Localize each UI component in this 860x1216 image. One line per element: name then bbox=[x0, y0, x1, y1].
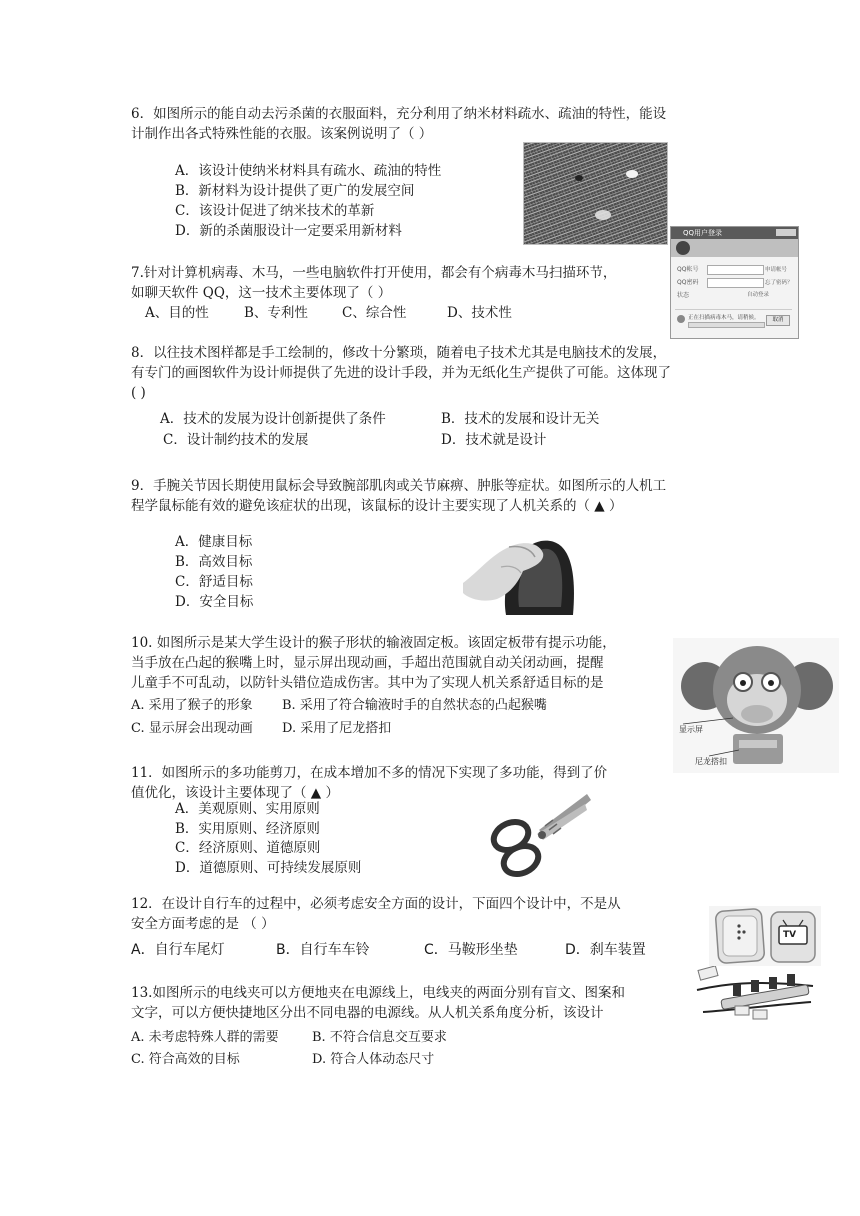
question-12 bbox=[131, 894, 621, 934]
qq-scan-progress bbox=[688, 322, 765, 328]
qq-password-label: QQ密码 bbox=[677, 279, 699, 286]
qq-penguin-icon bbox=[676, 241, 690, 255]
question-9-line-2: 程学鼠标能有效的避免该症状的出现，该鼠标的设计主要实现了人机关系的（ ▲ ） bbox=[131, 498, 623, 514]
question-6-line-1: 6．如图所示的能自动去污杀菌的衣服面料，充分利用了纳米材料疏水、疏油的特性，能设 bbox=[131, 106, 667, 122]
label-display-screen: 显示屏 bbox=[679, 725, 703, 734]
qq-autologin: 自动登录 bbox=[747, 292, 770, 298]
question-9-option-b: B．高效目标 bbox=[175, 554, 253, 570]
qq-account-label: QQ帐号 bbox=[677, 266, 699, 273]
question-12-option-c: C．马鞍形坐垫 bbox=[424, 942, 518, 958]
question-10-line-2: 当手放在凸起的猴嘴上时，显示屏出现动画，手超出范围就自动关闭动画，提醒 bbox=[131, 655, 604, 671]
question-11-line-2: 值优化，该设计主要体现了（ ▲ ） bbox=[131, 785, 339, 801]
question-8-option-b: B．技术的发展和设计无关 bbox=[441, 411, 600, 427]
question-8-line-2: 有专门的画图软件为设计师提供了先进的设计手段，并为无纸化生产提供了可能。这体现了 bbox=[131, 365, 671, 381]
qq-forgot-link: 忘了密码？ bbox=[765, 280, 793, 286]
qq-form-labels bbox=[677, 263, 698, 302]
question-7-option-d: D、技术性 bbox=[447, 305, 512, 321]
question-11-option-d: D．道德原则、可持续发展原则 bbox=[175, 860, 362, 876]
question-13-option-b: B. 不符合信息交互要求 bbox=[312, 1030, 447, 1045]
question-6-option-c: C．该设计促进了纳米技术的革新 bbox=[175, 203, 375, 219]
label-velcro-strap: 尼龙搭扣 bbox=[695, 757, 727, 766]
question-10-option-c: C. 显示屏会出现动画 bbox=[131, 721, 253, 736]
question-7-option-c: C、综合性 bbox=[342, 305, 407, 321]
question-13-line-2: 文字，可以方便快捷地区分出不同电器的电源线。从人机关系角度分析，该设计 bbox=[131, 1005, 604, 1021]
qq-scan-bar bbox=[675, 309, 792, 332]
question-12-option-a: A．自行车尾灯 bbox=[131, 942, 225, 958]
question-8-line-1: 8．以往技术图样都是手工绘制的，修改十分繁琐，随着电子技术尤其是电脑技术的发展， bbox=[131, 345, 667, 361]
question-6 bbox=[131, 104, 666, 144]
question-6-line-2: 计制作出各式特殊性能的衣服。该案例说明了（ ） bbox=[131, 126, 433, 142]
question-9 bbox=[131, 476, 666, 516]
question-7-line-1: 7.针对计算机病毒、木马，一些电脑软件打开使用，都会有个病毒木马扫描环节， bbox=[131, 265, 617, 281]
question-12-option-b: B．自行车车铃 bbox=[276, 942, 370, 958]
question-10-option-a: A. 采用了猴子的形象 bbox=[131, 698, 253, 713]
question-11-option-a: A．美观原则、实用原则 bbox=[175, 801, 320, 817]
question-8-line-3: ( ) bbox=[131, 385, 146, 401]
question-9-option-c: C．舒适目标 bbox=[175, 574, 253, 590]
tv-icon-label: TV bbox=[783, 930, 797, 940]
question-9-option-d: D．安全目标 bbox=[175, 594, 254, 610]
window-controls-icon bbox=[776, 229, 796, 236]
qq-scan-text: 正在扫描病毒木马，请稍候。 bbox=[688, 315, 760, 321]
question-13-option-a: A. 未考虑特殊人群的需要 bbox=[131, 1030, 279, 1045]
question-8-option-d: D．技术就是设计 bbox=[441, 432, 547, 448]
qq-login-window bbox=[670, 226, 799, 339]
question-7-option-b: B、专利性 bbox=[244, 305, 308, 321]
question-7 bbox=[131, 263, 616, 303]
question-13-option-d: D. 符合人体动态尺寸 bbox=[312, 1052, 435, 1067]
question-11-option-b: B．实用原则、经济原则 bbox=[175, 821, 320, 837]
question-10-line-1: 10. 如图所示是某大学生设计的猴子形状的输液固定板。该固定板带有提示功能， bbox=[131, 635, 616, 651]
cord-clip-closeup-photo bbox=[709, 906, 821, 966]
question-12-line-2: 安全方面考虑的是 （ ） bbox=[131, 916, 275, 932]
qq-links bbox=[765, 264, 793, 290]
question-11-option-c: C．经济原则、道德原则 bbox=[175, 840, 321, 856]
qq-status-label: 状态 bbox=[677, 292, 690, 299]
monkey-infusion-board-photo bbox=[673, 638, 839, 773]
question-7-option-a: A、目的性 bbox=[145, 305, 209, 321]
qq-scan-icon bbox=[677, 315, 685, 323]
question-11-line-1: 11．如图所示的多功能剪刀，在成本增加不多的情况下实现了多功能，得到了价 bbox=[131, 765, 608, 781]
qq-window-title: QQ用户登录 bbox=[683, 229, 723, 237]
question-12-option-d: D．刹车装置 bbox=[565, 942, 646, 958]
qq-banner bbox=[671, 239, 798, 257]
qq-account-field bbox=[707, 265, 764, 275]
question-10-line-3: 儿童手不可乱动，以防针头错位造成伤害。其中为了实现人机关系舒适目标的是 bbox=[131, 675, 604, 691]
question-10-option-b: B. 采用了符合输液时手的自然状态的凸起猴嘴 bbox=[282, 698, 547, 713]
question-8 bbox=[131, 343, 671, 403]
question-10 bbox=[131, 633, 616, 693]
question-9-line-1: 9．手腕关节因长期使用鼠标会导致腕部肌肉或关节麻痹、肿胀等症状。如图所示的人机工 bbox=[131, 478, 667, 494]
question-13-line-1: 13.如图所示的电线夹可以方便地夹在电源线上，电线夹的两面分别有盲文、图案和 bbox=[131, 985, 625, 1001]
qq-window-titlebar bbox=[671, 227, 798, 239]
qq-password-field bbox=[707, 278, 764, 288]
qq-cancel-button: 取消 bbox=[766, 315, 790, 326]
question-8-option-c: C．设计制约技术的发展 bbox=[163, 432, 309, 448]
fabric-photo bbox=[523, 142, 668, 245]
question-12-line-1: 12．在设计自行车的过程中，必须考虑安全方面的设计，下面四个设计中，不是从 bbox=[131, 896, 621, 912]
question-6-option-b: B．新材料为设计提供了更广的发展空间 bbox=[175, 183, 415, 199]
ergonomic-mouse-photo bbox=[461, 527, 578, 617]
qq-register-link: 申请帐号 bbox=[765, 267, 788, 273]
power-strip-cord-clips-photo bbox=[693, 966, 817, 1024]
question-10-option-d: D. 采用了尼龙搭扣 bbox=[282, 721, 392, 736]
question-9-option-a: A．健康目标 bbox=[175, 534, 253, 550]
question-8-option-a: A．技术的发展为设计创新提供了条件 bbox=[160, 411, 386, 427]
multifunction-scissors-photo bbox=[487, 790, 591, 878]
question-6-option-d: D．新的杀菌服设计一定要采用新材料 bbox=[175, 223, 402, 239]
question-6-option-a: A．该设计使纳米材料具有疏水、疏油的特性 bbox=[175, 163, 442, 179]
question-7-line-2: 如聊天软件 QQ，这一技术主要体现了（ ） bbox=[131, 285, 392, 301]
question-13-option-c: C. 符合高效的目标 bbox=[131, 1052, 240, 1067]
question-13 bbox=[131, 983, 625, 1023]
